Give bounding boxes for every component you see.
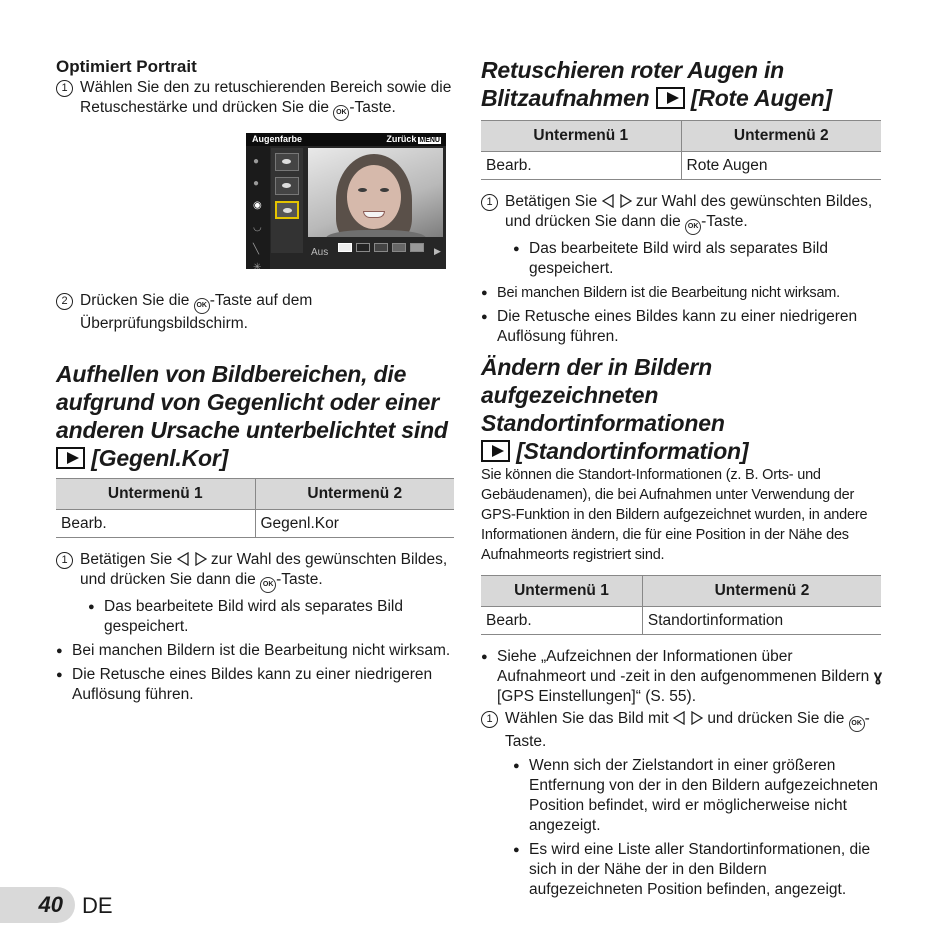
step-2-portrait <box>56 291 454 334</box>
note-not-effective: ● Bei manchen Bildern ist die Bearbeitung nicht wirksam. <box>56 641 454 661</box>
ok-button-icon: OK <box>333 105 349 121</box>
note-see-gps-settings: ● Siehe „Aufzeichnen der Informationen über Aufnahmeort und -zeit in den aufgenommenen Bildern ɣ [GPS Einstellungen]“ (S. 55). <box>481 647 881 707</box>
table-header: Untermenü 1 <box>481 121 681 152</box>
table-cell: Bearb. <box>481 607 642 635</box>
left-right-arrows-icon <box>602 194 632 208</box>
step-1-portrait <box>56 78 454 121</box>
strength-swatch <box>410 243 424 252</box>
playback-icon <box>656 87 685 109</box>
playback-icon <box>481 440 510 462</box>
submenu-table <box>481 120 881 180</box>
table-header: Untermenü 2 <box>681 121 881 152</box>
left-column <box>56 56 454 705</box>
note-target-far: ● Wenn sich der Zielstandort in einer größeren Entfernung von der in den Bildern aufgezeichneten Position befindet, wird er möglicherweise nicht angezeigt. <box>513 756 881 836</box>
step-1-location <box>481 709 881 752</box>
step-text: Wählen Sie den zu retuschierenden Bereich sowie die Retuschestärke und drücken Sie die <box>80 79 452 116</box>
table-cell: Bearb. <box>56 510 255 538</box>
camera-title: Augenfarbe <box>252 134 303 144</box>
eye-option <box>275 153 299 171</box>
note-lower-resolution: ● Die Retusche eines Bildes kann zu einer niedrigeren Auflösung führen. <box>481 307 881 347</box>
mouth-icon: ◡ <box>253 222 262 233</box>
menu-icon: MENU <box>419 137 440 144</box>
camera-title-bar <box>246 133 446 146</box>
eye-option-selected <box>275 201 299 219</box>
face-icon: ● <box>253 178 260 189</box>
strength-swatch <box>338 243 352 252</box>
step-text-tail: -Taste. <box>505 710 870 750</box>
note-saved-separately: ● Das bearbeitete Bild wird als separates Bild gespeichert. <box>88 597 454 637</box>
wand-icon: ╲ <box>253 244 260 255</box>
table-cell: Gegenl.Kor <box>255 510 454 538</box>
right-column <box>481 56 881 900</box>
left-right-arrows-icon <box>673 711 703 725</box>
portrait-photo <box>308 148 443 237</box>
ok-button-icon: OK <box>685 219 701 235</box>
step-number: 1 <box>56 80 73 97</box>
step-1-backlight <box>56 550 454 593</box>
step-text: Drücken Sie die <box>80 292 190 309</box>
red-eye-section-title: Retuschieren roter Augen in Blitzaufnahmen [Rote Augen] <box>481 57 832 111</box>
camera-back: Zurück MENU <box>386 134 440 144</box>
step-number: 1 <box>481 711 498 728</box>
strength-label: Aus <box>311 247 329 258</box>
table-header: Untermenü 2 <box>642 576 881 607</box>
step-text-tail: -Taste. <box>276 571 323 588</box>
eye-color-options <box>271 148 303 253</box>
eye-icon: ◉ <box>253 200 262 211</box>
step-text: zur Wahl des gewünschten Bildes, und drücken Sie dann die <box>80 551 448 588</box>
strength-swatch <box>392 243 406 252</box>
note-list-shown: ● Es wird eine Liste aller Standortinformationen, die sich in der Nähe der in den Bildern aufgezeichneten Position befinden, angezeigt. <box>513 840 881 900</box>
step-1-red-eye <box>481 192 881 235</box>
step-number: 1 <box>481 194 498 211</box>
gps-settings-icon: ɣ <box>873 668 883 685</box>
playback-icon <box>56 447 85 469</box>
face-icon: ● <box>253 156 260 167</box>
page-number: 40 <box>0 887 75 923</box>
table-header: Untermenü 1 <box>481 576 642 607</box>
portrait-heading: Optimiert Portrait <box>56 57 197 76</box>
ok-button-icon: OK <box>260 577 276 593</box>
language-code: DE <box>82 893 113 918</box>
strength-swatch <box>356 243 370 252</box>
eye-option <box>275 177 299 195</box>
note-not-effective: ● Bei manchen Bildern ist die Bearbeitung nicht wirksam. <box>481 283 881 303</box>
step-number: 2 <box>56 293 73 310</box>
ok-button-icon: OK <box>194 298 210 314</box>
ok-button-icon: OK <box>849 716 865 732</box>
camera-side-menu <box>246 146 270 269</box>
table-header: Untermenü 1 <box>56 479 255 510</box>
camera-screen-illustration <box>246 133 446 269</box>
table-cell: Rote Augen <box>681 152 881 180</box>
step-text-tail: -Taste auf dem Überprüfungsbildschirm. <box>80 292 313 332</box>
note-lower-resolution: ● Die Retusche eines Bildes kann zu einer niedrigeren Auflösung führen. <box>56 665 454 705</box>
submenu-table <box>56 478 454 538</box>
backlight-section-title: Aufhellen von Bildbereichen, die aufgrund von Gegenlicht oder einer anderen Ursache unterbelichtet sind [Gegenl.Kor] <box>56 361 448 471</box>
note-saved-separately: ● Das bearbeitete Bild wird als separates Bild gespeichert. <box>513 239 881 279</box>
step-text: Wählen Sie das Bild mit <box>505 710 669 727</box>
strength-swatch <box>374 243 388 252</box>
table-cell: Bearb. <box>481 152 681 180</box>
table-header: Untermenü 2 <box>255 479 454 510</box>
table-cell: Standortinformation <box>642 607 881 635</box>
step-number: 1 <box>56 552 73 569</box>
step-text: Betätigen Sie <box>80 551 173 568</box>
location-section-title: Ändern der in Bildern aufgezeichneten Standortinformationen [Standortinformation] <box>481 354 749 464</box>
step-text: und drücken Sie die <box>707 710 845 727</box>
left-right-arrows-icon <box>177 552 207 566</box>
location-intro: Sie können die Standort-Informationen (z. B. Orts- und Gebäudenamen), die bei Aufnahmen unter Verwendung der GPS-Funktion in den Bildern aufgezeichnet wurden, in andere Informationen ändern, die für eine Position in der Nähe des Aufnahmeorts registriert sind. <box>481 467 868 563</box>
step-text-tail: -Taste. <box>701 213 748 230</box>
right-arrow-icon: ▶ <box>434 246 441 256</box>
step-text-tail: -Taste. <box>349 99 396 116</box>
sparkle-icon: ✳ <box>253 262 262 269</box>
step-text: Betätigen Sie <box>505 193 598 210</box>
submenu-table <box>481 575 881 635</box>
step-text: zur Wahl des gewünschten Bildes, und drücken Sie dann die <box>505 193 873 230</box>
